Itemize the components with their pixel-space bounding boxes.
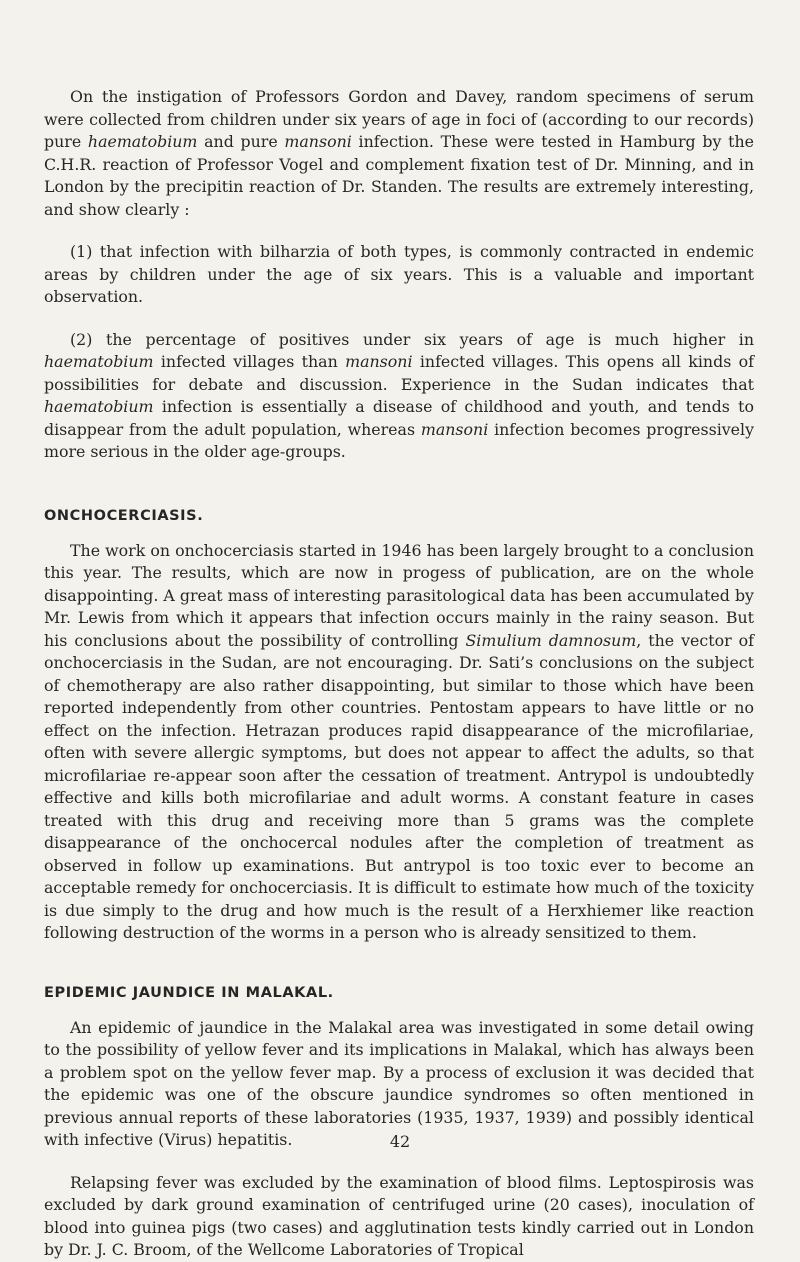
page-content [44, 86, 754, 1262]
bilharzia-point-1: (1) that infection with bilharzia of both types, is commonly contracted in endemic areas by children under the age of six years. This is a valuable and important observation. [44, 242, 754, 306]
onchocerciasis-heading: ONCHOCERCIASIS. [44, 507, 204, 524]
jaundice-heading: EPIDEMIC JAUNDICE IN MALAKAL. [44, 984, 334, 1001]
jaundice-paragraph-1: An epidemic of jaundice in the Malakal area was investigated in some detail owing to the possibility of yellow fever and its implications in Malakal, which has always been a problem spot on the yellow fever map. By a process of exclusion it was decided that the epidemic was one of the obscure jaundice syndromes so often mentioned in previous annual reports of these laboratories (1935, 1937, 1939) and possibly identical with infective (Virus) hepatitis. [44, 1017, 754, 1149]
bilharzia-point-2: (2) the percentage of positives under six years of age is much higher in haematobium infected villages than mansoni infected villages. This opens all kinds of possibilities for debate and discussion. Experience in the Sudan indicates that haematobium infection is essentially a disease of childhood and youth, and tends to disappear from the adult population, whereas mansoni infection becomes progressively more serious in the older age-groups. [44, 329, 754, 461]
onchocerciasis-paragraph: The work on onchocerciasis started in 1946 has been largely brought to a conclusion this year. The results, which are now in progess of publication, are on the whole disappointing. A great mass of interesting parasitological data has been accumulated by Mr. Lewis from which it appears that infection occurs mainly in the rainy season. But his conclusions about the possibility of controlling Simulium damnosum, the vector of onchocerciasis in the Sudan, are not encouraging. Dr. Sati’s conclusions on the subject of chemotherapy are also rather disappointing, but similar to those which have been reported independently from other countries. Pentostam appears to have little or no effect on the infection. Hetrazan produces rapid disappearance of the microfilariae, often with severe allergic symptoms, but does not appear to affect the adults, so that microfilariae re-appear soon after the cessation of treatment. Antrypol is undoubtedly effective and kills both microfilariae and adult worms. A constant feature in cases treated with this drug and receiving more than 5 grams was the complete disappearance of the onchocercal nodules after the completion of treatment as observed in follow up examinations. But antrypol is too toxic ever to become an acceptable remedy for onchocerciasis. It is difficult to estimate how much of the toxicity is due simply to the drug and how much is the result of a Herxhiemer like reaction following destruction of the worms in a person who is already sensitized to them. [44, 540, 755, 942]
jaundice-paragraph-2: Relapsing fever was excluded by the examination of blood films. Leptospirosis was excluded by dark ground examination of centrifuged urine (20 cases), inoculation of blood into guinea pigs (two cases) and agglutination tests kindly carried out in London by Dr. J. C. Broom, of the Wellcome Laboratories of Tropical [44, 1172, 754, 1259]
bilharzia-intro-paragraph: On the instigation of Professors Gordon and Davey, random specimens of serum were collected from children under six years of age in foci of (according to our records) pure haematobium and pure mansoni infection. These were tested in Hamburg by the C.H.R. reaction of Professor Vogel and complement fixation test of Dr. Minning, and in London by the precipitin reaction of Dr. Standen. The results are extremely interesting, and show clearly : [44, 87, 754, 219]
page-number: 42 [389, 1132, 411, 1151]
